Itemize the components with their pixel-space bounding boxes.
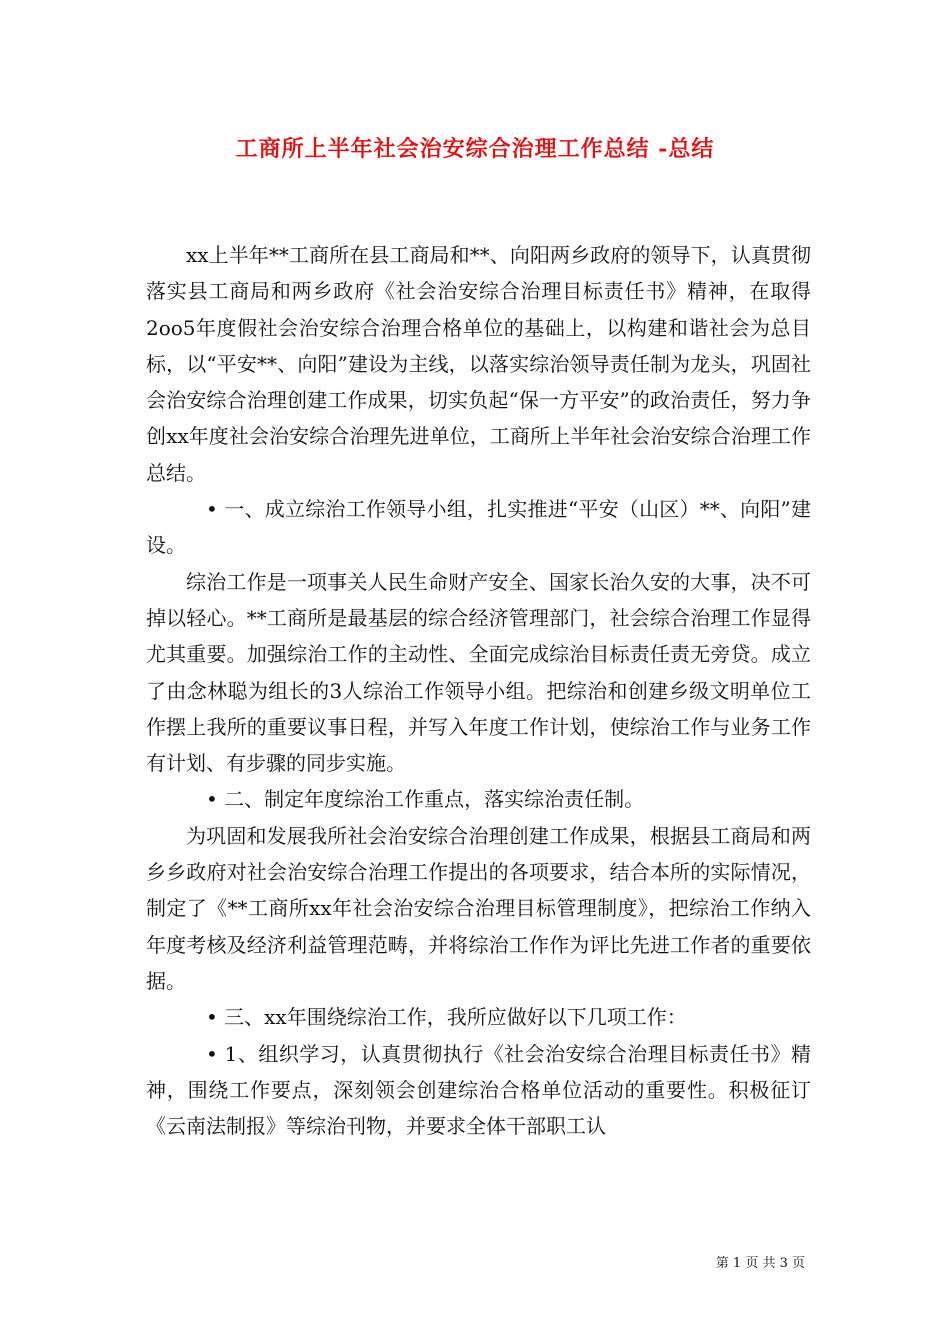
paragraph-intro: xx上半年**工商所在县工商局和**、向阳两乡政府的领导下，认真贯彻落实县工商局和两乡政府《社会治安综合治理目标责任书》精神，在取得2oo5年度假社会治安综合治理合格单位的基础上，以构建和谐社会为总目标，以“平安**、向阳”建设为主线，以落实综治领导责任制为龙头，巩固社会治安综合治理创建工作成果，切实负起“保一方平安”的政治责任，努力争创xx年度社会治安综合治理先进单位，工商所上半年社会治安综合治理工作总结。 <box>146 243 811 485</box>
section-heading-1: • 一、成立综治工作领导小组，扎实推进“平安（山区）**、向阳”建设。 <box>146 497 811 558</box>
section-heading-2: • 二、制定年度综治工作重点，落实综治责任制。 <box>206 787 645 812</box>
section-heading-3: • 三、xx年围绕综治工作，我所应做好以下几项工作： <box>206 1005 687 1030</box>
document-body <box>146 237 811 1144</box>
paragraph-section-1: 综治工作是一项事关人民生命财产安全、国家长治久安的大事，决不可掉以轻心。**工商所是最基层的综合经济管理部门，社会综合治理工作显得尤其重要。加强综治工作的主动性、全面完成综治目标责任责无旁贷。成立了由念林聪为组长的3人综治工作领导小组。把综治和创建乡级文明单位工作摆上我所的重要议事日程，并写入年度工作计划，使综治工作与业务工作有计划、有步骤的同步实施。 <box>146 569 811 776</box>
page-number-footer: 第 1 页 共 3 页 <box>715 1256 805 1271</box>
list-item-1: • 1、组织学习，认真贯彻执行《社会治安综合治理目标责任书》精神，围绕工作要点，深刻领会创建综治合格单位活动的重要性。积极征订《云南法制报》等综治刊物，并要求全体干部职工认 <box>146 1041 811 1139</box>
document-title: 工商所上半年社会治安综合治理工作总结 -总结 <box>235 136 715 162</box>
paragraph-section-2: 为巩固和发展我所社会治安综合治理创建工作成果，根据县工商局和两乡乡政府对社会治安综合治理工作提出的各项要求，结合本所的实际情况，制定了《**工商所xx年社会治安综合治理目标管理制度》，把综治工作纳入年度考核及经济利益管理范畴，并将综治工作作为评比先进工作者的重要依据。 <box>146 823 811 993</box>
